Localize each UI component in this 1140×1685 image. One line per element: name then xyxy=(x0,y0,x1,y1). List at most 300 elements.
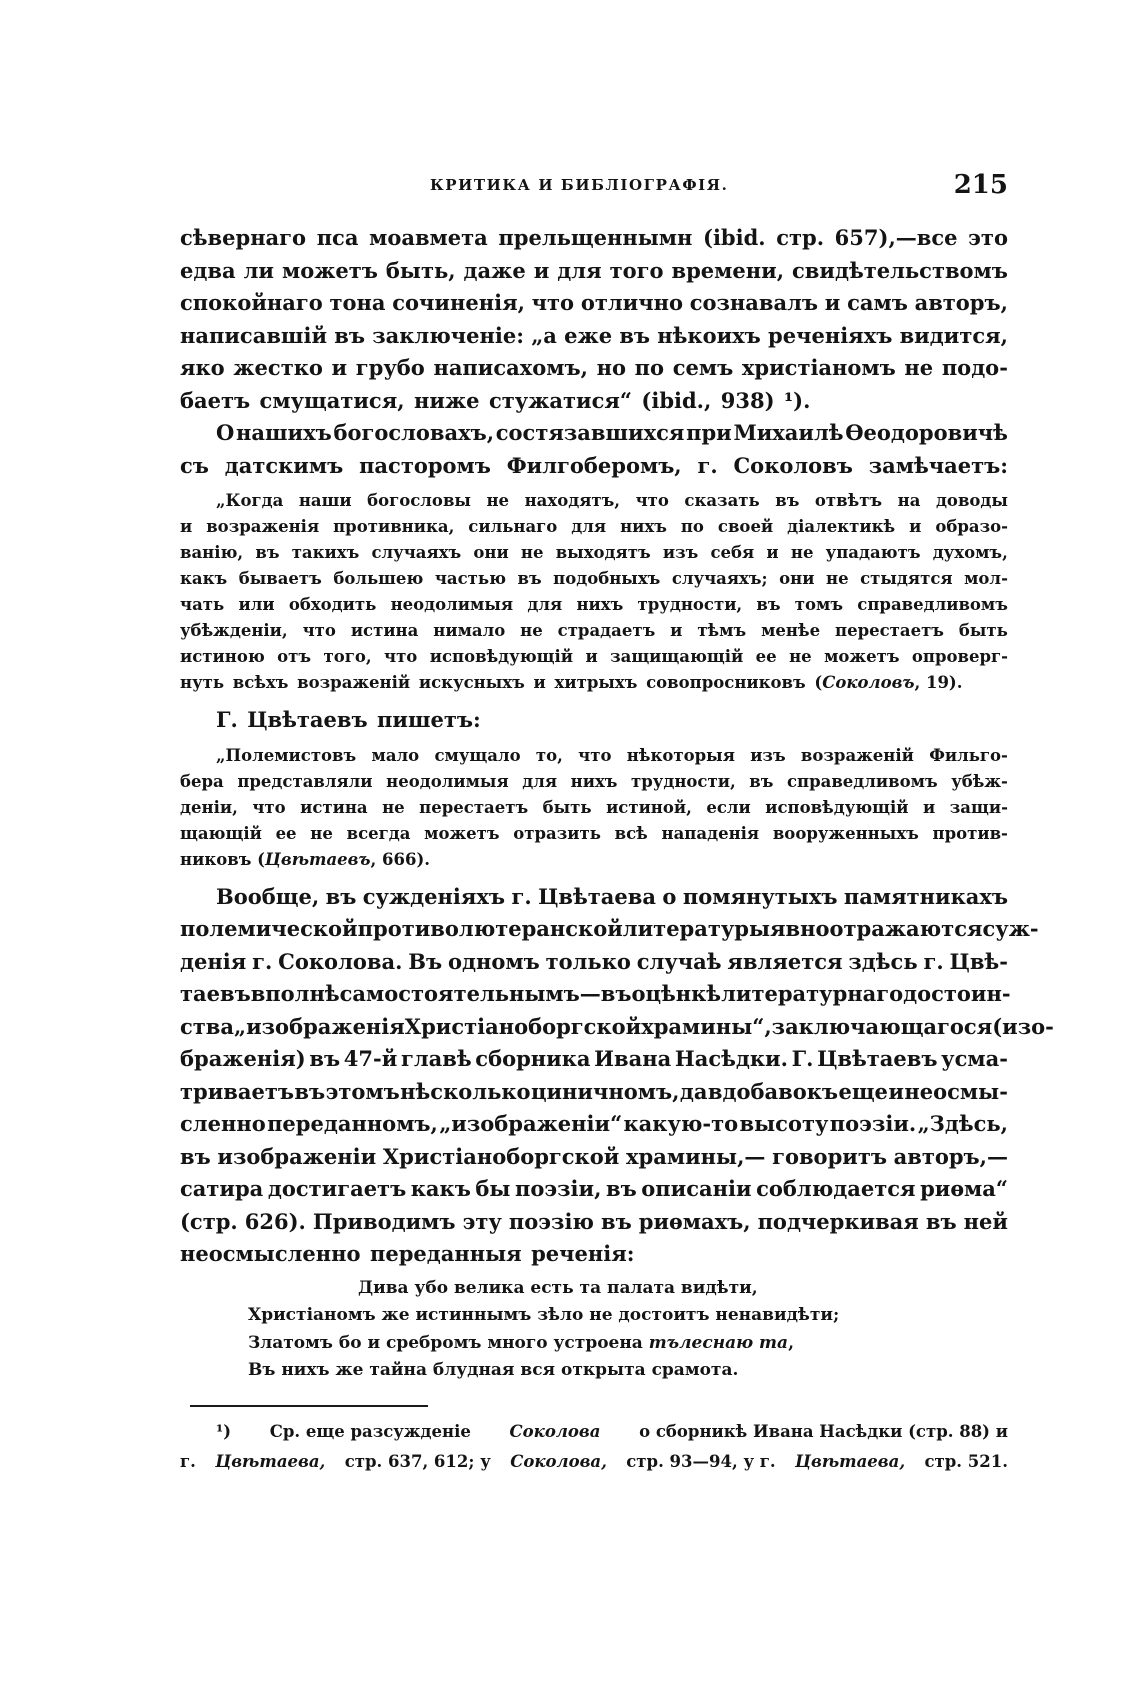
word: но xyxy=(596,355,627,380)
underlined-phrase: тълеснаю та xyxy=(648,1332,789,1353)
block-quote-tsvetaev xyxy=(180,743,1008,873)
word: Христіаноборгской xyxy=(404,1013,642,1039)
text-line xyxy=(180,881,1008,914)
word: нѣкоихъ xyxy=(657,322,761,348)
running-title: КРИТИКА И БИБЛІОГРАФІЯ. xyxy=(430,176,729,194)
word: по xyxy=(634,355,665,380)
word: подобныхъ xyxy=(553,569,661,588)
word: выходятъ xyxy=(555,543,651,562)
word: состязавшихся xyxy=(495,420,685,445)
word: то, xyxy=(535,745,563,765)
word: моавмета xyxy=(369,225,488,250)
word: отлично xyxy=(580,290,683,315)
word: „Когда xyxy=(216,491,284,510)
word: г. xyxy=(697,452,718,478)
word: поэзіи. xyxy=(829,1111,917,1136)
word: тона xyxy=(329,290,386,315)
word: свидѣтельствомъ xyxy=(792,257,1008,283)
text-line xyxy=(180,352,1008,385)
word: можетъ xyxy=(424,823,500,843)
word: смущало xyxy=(434,745,521,765)
word: нихъ xyxy=(570,771,618,791)
word: исповѣдующій xyxy=(765,797,909,817)
word: стыдятся xyxy=(860,569,953,588)
word: не xyxy=(520,621,543,640)
word: написахомъ, xyxy=(433,355,588,380)
word: оцѣнкѣ xyxy=(631,981,722,1006)
word: Цвѣ- xyxy=(949,948,1008,974)
word: наши xyxy=(298,491,352,510)
word: достигаетъ xyxy=(267,1176,407,1201)
word: переданномъ, xyxy=(267,1111,438,1136)
word: вооруженныхъ xyxy=(772,823,919,843)
word: себя xyxy=(710,543,755,562)
word: съ xyxy=(180,452,209,478)
word: храмины,— xyxy=(626,1143,766,1169)
word: быть, xyxy=(385,257,456,283)
text-line xyxy=(180,913,1039,946)
word: въ xyxy=(255,543,280,562)
text-line xyxy=(180,1076,1008,1109)
word: нимало xyxy=(433,621,506,640)
word: смущатися, xyxy=(259,387,405,413)
word: ства xyxy=(180,1013,234,1039)
page-header xyxy=(180,170,1008,200)
word: Фильго- xyxy=(929,745,1008,765)
word: представляли xyxy=(237,771,373,791)
word: обходить xyxy=(288,595,377,614)
footnote-author: Соколова, xyxy=(510,1451,607,1471)
word: видится, xyxy=(899,322,1008,348)
word: или xyxy=(238,595,275,614)
word: какъ xyxy=(410,1176,471,1201)
quote-line xyxy=(180,566,1008,592)
word: это xyxy=(968,225,1008,250)
word: Соколовъ xyxy=(733,452,853,478)
quote-line xyxy=(180,769,1008,795)
word: того, xyxy=(323,647,372,666)
text-line xyxy=(180,287,1008,320)
word: можетъ xyxy=(824,647,900,666)
word: своей xyxy=(717,517,774,536)
word: поэзію xyxy=(508,1208,594,1234)
word: быть xyxy=(958,621,1008,640)
word: возраженій xyxy=(800,745,914,765)
word: и xyxy=(766,543,779,562)
word: „а xyxy=(531,322,557,348)
word: что xyxy=(531,290,575,315)
word: храмины“, xyxy=(641,1013,772,1039)
word: неодолимыя xyxy=(386,771,509,791)
word: сказать xyxy=(684,491,760,510)
word: описаніи xyxy=(641,1176,752,1201)
word: доводы xyxy=(935,491,1008,510)
word: нападенія xyxy=(661,823,760,843)
citation-page: , 666). xyxy=(370,849,430,869)
word: Ѳеодоровичѣ xyxy=(845,420,1008,445)
word: таевъ xyxy=(180,981,251,1006)
word: чать xyxy=(180,595,225,614)
word: въ xyxy=(294,1078,326,1104)
text-line xyxy=(180,1206,1008,1239)
word: еже xyxy=(564,322,613,348)
word: реченія: xyxy=(531,1241,635,1266)
word: против- xyxy=(932,823,1008,843)
paragraph-3 xyxy=(180,704,1008,737)
word: семъ xyxy=(672,355,734,380)
word: сленно xyxy=(180,1111,266,1136)
word: денія xyxy=(180,948,247,974)
word: отразить xyxy=(513,823,601,843)
verse-block xyxy=(180,1275,1008,1385)
word: для xyxy=(522,771,558,791)
word: ней xyxy=(963,1208,1008,1234)
word: опроверг- xyxy=(911,647,1008,666)
word: О xyxy=(216,420,235,445)
word: мол- xyxy=(964,569,1008,588)
word: риѳма“ xyxy=(920,1176,1008,1201)
word: полемической xyxy=(180,916,358,941)
word: соблюдается xyxy=(756,1176,916,1201)
word: (изо- xyxy=(992,1013,1054,1039)
word: для xyxy=(571,517,607,536)
paragraph-4 xyxy=(180,881,1054,1271)
word: они xyxy=(473,543,509,562)
text-line xyxy=(180,417,1008,450)
word: при xyxy=(686,420,732,445)
word: въ xyxy=(334,322,365,348)
word: „изображенія xyxy=(234,1013,405,1039)
word: мало xyxy=(371,745,420,765)
quote-line xyxy=(180,488,1008,514)
word: Вообще, xyxy=(216,883,320,909)
text-line xyxy=(180,385,1008,418)
word: реченіяхъ xyxy=(768,322,893,348)
quote-line xyxy=(180,592,1008,618)
verse-text: , xyxy=(788,1332,794,1353)
word: быть xyxy=(542,797,592,817)
word: не xyxy=(904,355,934,380)
footnote-separator xyxy=(190,1405,428,1407)
word: яко xyxy=(180,355,225,380)
word: неодолимыя xyxy=(390,595,514,614)
word: перестаетъ xyxy=(419,797,529,817)
word: какую-то xyxy=(623,1111,739,1136)
word: жестко xyxy=(233,355,323,380)
quote-line xyxy=(180,644,1008,670)
word: поэзіи, xyxy=(514,1176,602,1201)
word: большею xyxy=(333,569,424,588)
word: бываетъ xyxy=(238,569,322,588)
word: еще xyxy=(838,1078,888,1104)
word: сѣвернаго xyxy=(180,225,307,250)
word: щающій xyxy=(180,823,262,843)
word: не xyxy=(486,491,510,510)
word: нашихъ xyxy=(235,420,332,445)
word: трудности, xyxy=(637,595,743,614)
word: сужденіяхъ xyxy=(362,883,506,909)
word: убѣжденіи, xyxy=(180,621,288,640)
word: отражаются xyxy=(829,916,983,941)
word: (стр. xyxy=(180,1208,238,1234)
word: Соколова. xyxy=(278,948,403,974)
word: 938) xyxy=(720,387,775,413)
word: ее xyxy=(275,823,297,843)
word: отъ xyxy=(277,647,312,666)
word: духомъ, xyxy=(932,543,1008,562)
word: случаяхъ; xyxy=(671,569,768,588)
footnote-text: стр. 521. xyxy=(924,1451,1008,1471)
word: (ibid. xyxy=(703,225,766,250)
word: на xyxy=(897,491,921,510)
word: нѣкоторыя xyxy=(626,745,735,765)
word: вполнѣ xyxy=(250,981,340,1006)
word: ванію, xyxy=(180,543,244,562)
word: истина xyxy=(300,797,368,817)
word: авторъ,— xyxy=(893,1143,1008,1169)
text-line xyxy=(180,1108,1008,1141)
word: какъ xyxy=(180,569,228,588)
word: и xyxy=(533,257,550,283)
text-line xyxy=(180,1173,1008,1206)
word: пишетъ: xyxy=(377,707,481,732)
word: суж- xyxy=(982,916,1039,941)
word: Цвѣтаева xyxy=(538,883,656,909)
word: что xyxy=(635,491,669,510)
word: едва xyxy=(180,257,236,283)
word: Г. xyxy=(791,1046,814,1071)
paragraph-2 xyxy=(180,417,1008,482)
verse-text: Златомъ бо и сребромъ много устроена xyxy=(248,1332,649,1353)
word: случаѣ xyxy=(636,948,722,974)
word: говоритъ xyxy=(772,1143,887,1169)
word: о xyxy=(662,883,677,909)
word: написавшій xyxy=(180,322,328,348)
word: баетъ xyxy=(180,387,251,413)
word: ¹). xyxy=(783,387,811,413)
word: справедливомъ xyxy=(857,595,1008,614)
word: что xyxy=(578,745,612,765)
word: можетъ xyxy=(281,257,378,283)
text-line xyxy=(180,1141,1008,1174)
word: бы xyxy=(475,1176,511,1201)
word: литературнаго xyxy=(721,981,904,1006)
word: не xyxy=(826,569,849,588)
word: „Полемистовъ xyxy=(216,745,357,765)
word: Христіаноборгской xyxy=(382,1143,620,1169)
word: возраженія xyxy=(206,517,320,536)
quote-line xyxy=(180,540,1008,566)
word: самостоятельнымъ—въ xyxy=(339,981,632,1006)
word: только xyxy=(545,948,631,974)
word: переданныя xyxy=(369,1241,522,1266)
word: богословахъ, xyxy=(333,420,495,445)
word: даже xyxy=(463,257,526,283)
quote-line xyxy=(180,821,1008,847)
footnote-author: Цвѣтаева, xyxy=(215,1451,326,1471)
word: и xyxy=(909,517,922,536)
footnote-author: Соколова xyxy=(509,1421,601,1441)
word: и xyxy=(331,355,348,380)
footnote-line xyxy=(180,1447,1008,1477)
citation-author: Соколовъ xyxy=(822,673,915,692)
word: времени, xyxy=(671,257,785,283)
word: здѣсь xyxy=(848,948,918,974)
word: сильнаго xyxy=(468,517,558,536)
verse-line-2: Христіаномъ же истиннымъ зѣло не достоитъ ненавидѣти; xyxy=(248,1305,840,1325)
word: находятъ, xyxy=(524,491,621,510)
word: нихъ xyxy=(576,595,624,614)
word: убѣж- xyxy=(951,771,1008,791)
word: не xyxy=(310,823,333,843)
word: и xyxy=(670,621,683,640)
quote-text: никовъ ( xyxy=(180,849,265,869)
word: риѳмахъ, xyxy=(638,1208,751,1234)
quote-line xyxy=(180,514,1008,540)
word: 626). xyxy=(244,1208,306,1234)
word: „Здѣсь, xyxy=(917,1111,1008,1136)
footnote-text: о сборникѣ Ивана Насѣдки (стр. 88) и xyxy=(639,1421,1008,1441)
word: прельщеннымн xyxy=(498,225,693,250)
word: вдобавокъ xyxy=(707,1078,839,1104)
quote-line xyxy=(180,743,1008,769)
text-line xyxy=(180,978,1011,1011)
word: истина xyxy=(350,621,419,640)
footnote-text: стр. 93—94, у г. xyxy=(626,1451,776,1471)
word: Насѣдки. xyxy=(674,1046,788,1071)
word: Цвѣтаевъ xyxy=(817,1046,938,1071)
word: въ xyxy=(605,1176,637,1201)
block-quote-sokolov xyxy=(180,488,1008,696)
word: такихъ xyxy=(291,543,360,562)
word: отвѣтъ xyxy=(814,491,883,510)
word: подо- xyxy=(941,355,1008,380)
word: Филгоберомъ, xyxy=(506,452,682,478)
text-line xyxy=(180,1011,1054,1044)
word: литературы xyxy=(622,916,771,941)
verse-line-4: Въ нихъ же тайна блудная вся открыта срамота. xyxy=(248,1360,739,1380)
word: что xyxy=(252,797,286,817)
word: защи- xyxy=(949,797,1008,817)
word: Г. xyxy=(216,707,238,732)
word: противника, xyxy=(333,517,455,536)
text-line xyxy=(180,1238,1008,1271)
word: въ xyxy=(775,491,800,510)
word: не xyxy=(790,543,814,562)
word: страдаетъ xyxy=(557,621,656,640)
text-line xyxy=(180,222,1008,255)
word: нѣсколько xyxy=(400,1078,531,1104)
word: спокойнаго xyxy=(180,290,323,315)
word: того xyxy=(609,257,664,283)
word: датскимъ xyxy=(224,452,344,478)
word: эту xyxy=(462,1208,502,1234)
quote-text: нуть всѣхъ возраженій искусныхъ и хитрыхъ совопросниковъ ( xyxy=(180,673,823,692)
text-line xyxy=(180,1043,1008,1076)
word: „изображеніи“ xyxy=(439,1111,623,1136)
footnote-text: Ср. еще разсужденіе xyxy=(269,1421,471,1441)
word: бера xyxy=(180,771,224,791)
footnote-text: стр. 637, 612; у xyxy=(344,1451,491,1471)
word: защищающій xyxy=(610,647,744,666)
word: сатира xyxy=(180,1176,264,1201)
word: Приводимъ xyxy=(312,1208,456,1234)
word: исповѣдующій xyxy=(429,647,574,666)
word: пасторомъ xyxy=(359,452,491,478)
word: усма- xyxy=(941,1046,1008,1071)
page-body xyxy=(180,222,1054,1477)
word: что xyxy=(302,621,336,640)
word: въ xyxy=(619,322,651,348)
word: Цвѣтаевъ xyxy=(247,707,368,732)
word: достоин- xyxy=(903,981,1011,1006)
word: да xyxy=(679,1078,708,1104)
word: неосмысленно xyxy=(180,1241,361,1266)
word: они xyxy=(779,569,815,588)
word: заключеніе: xyxy=(372,322,524,348)
word: справедливомъ xyxy=(786,771,938,791)
word: явно xyxy=(770,916,830,941)
quote-line xyxy=(180,795,1008,821)
word: неосмы- xyxy=(904,1078,1008,1104)
word: по xyxy=(680,517,704,536)
word: богословы xyxy=(367,491,471,510)
word: этомъ xyxy=(325,1078,400,1104)
word: одномъ xyxy=(448,948,540,974)
word: главѣ xyxy=(400,1046,472,1071)
word: заключающагося xyxy=(771,1013,993,1039)
word: тѣмъ xyxy=(697,621,747,640)
word: если xyxy=(706,797,751,817)
word: частью xyxy=(434,569,506,588)
word: изъ xyxy=(662,543,699,562)
page-number: 215 xyxy=(953,170,1008,200)
word: упадаютъ xyxy=(825,543,921,562)
text-line xyxy=(180,946,1008,979)
word: въ xyxy=(756,595,781,614)
word: томъ xyxy=(794,595,844,614)
verse-line-1: Дива убо велика есть та палата видѣти, xyxy=(358,1277,758,1298)
text-line xyxy=(180,450,1008,483)
word: не xyxy=(789,647,812,666)
word: подчеркивая xyxy=(757,1208,919,1234)
citation-author: Цвѣтаевъ xyxy=(264,849,371,869)
word: христіаномъ xyxy=(741,355,896,380)
word: сочиненія, xyxy=(392,290,525,315)
verse-line-3 xyxy=(180,1330,1008,1358)
word: случаяхъ xyxy=(371,543,462,562)
text-line xyxy=(180,255,1008,288)
word: образо- xyxy=(935,517,1008,536)
word: помянутыхъ xyxy=(682,883,838,909)
word: въ xyxy=(601,1208,632,1234)
word: деніи, xyxy=(180,797,238,817)
quote-line xyxy=(180,847,1008,873)
word: ниже xyxy=(414,387,480,413)
word: сознавалъ xyxy=(689,290,819,315)
word: что xyxy=(384,647,418,666)
word: перестаетъ xyxy=(835,621,944,640)
footnote-marker: ¹) xyxy=(216,1421,232,1441)
word: циничномъ, xyxy=(530,1078,680,1104)
word: г. xyxy=(923,948,944,974)
word: всегда xyxy=(346,823,411,843)
word: стужатися“ xyxy=(488,387,632,413)
word: замѣчаетъ: xyxy=(868,452,1008,478)
word: въ xyxy=(749,771,774,791)
word: въ xyxy=(925,1208,957,1234)
word: памятникахъ xyxy=(843,883,1008,909)
